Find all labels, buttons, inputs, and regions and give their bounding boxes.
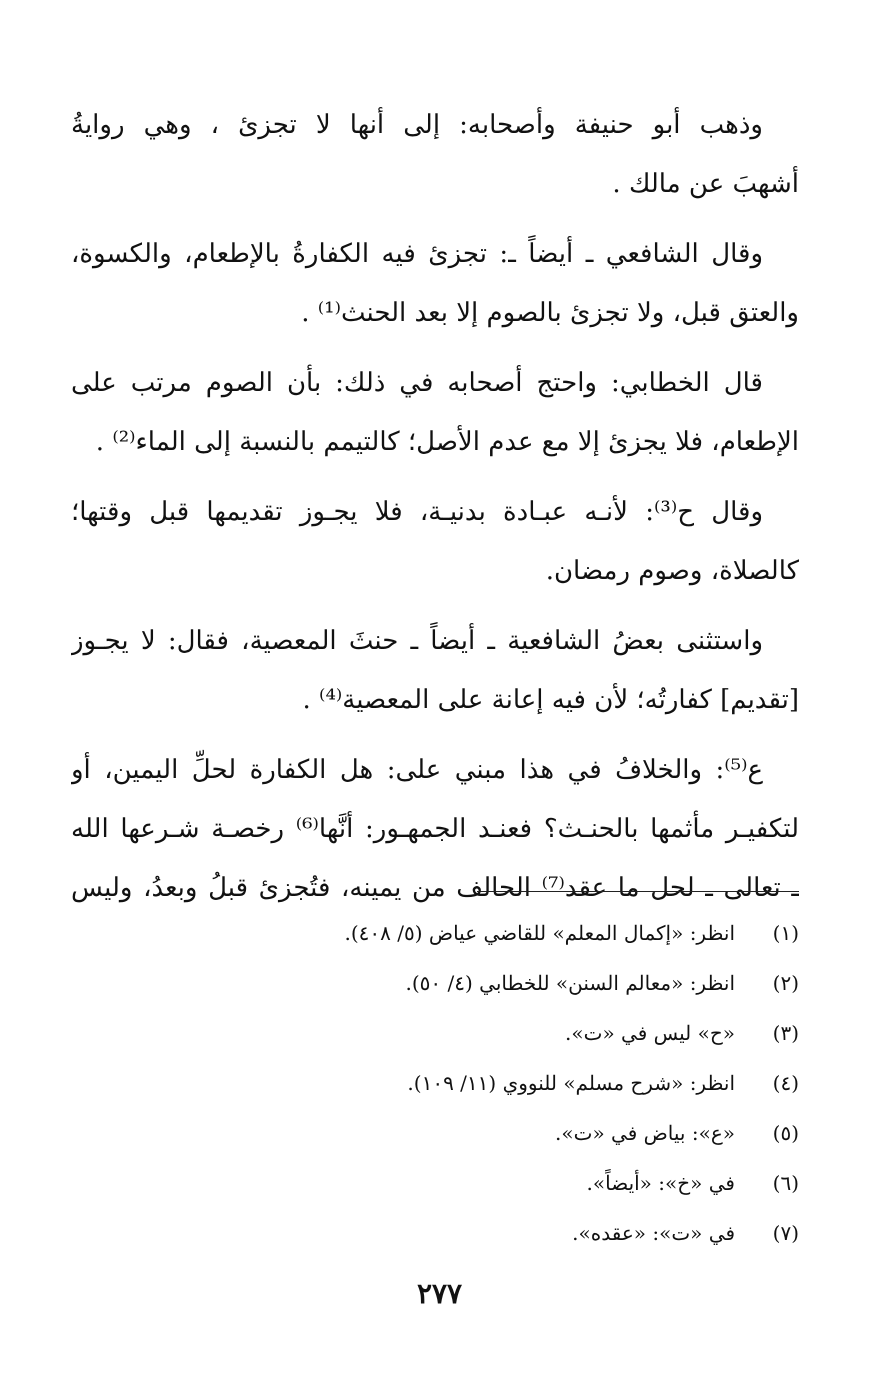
footnote — [71, 1008, 799, 1058]
footnote-number: (٥) — [772, 1121, 799, 1145]
text-line: كالصلاة، وصوم رمضان. — [545, 556, 799, 586]
paragraph — [71, 483, 799, 601]
text-line: والعتق قبل، ولا تجزئ بالصوم إلا بعد الحنث⁽¹⁾ . — [301, 298, 799, 328]
text-line: واستثنى بعضُ الشافعية ـ أيضاً ـ حنثَ المعصية، فقال: لا يجـوز — [71, 626, 763, 656]
text-line: لتكفيـر مأثمها بالحنـث؟ فعنـد الجمهـور: أنَّها⁽⁶⁾ رخصـة شـرعها الله — [71, 814, 799, 844]
footnotes — [71, 908, 799, 1258]
body-text — [71, 96, 799, 929]
paragraph — [71, 612, 799, 730]
text-line: أشهبَ عن مالك . — [612, 169, 799, 199]
paragraph — [71, 96, 799, 214]
page-number: ٢٧٧ — [416, 1277, 463, 1310]
text-line: وقال ح⁽³⁾: لأنـه عبـادة بدنيـة، فلا يجـوز تقديمها قبل وقتها؛ — [71, 497, 764, 527]
text-line: ع⁽⁵⁾: والخلافُ في هذا مبني على: هل الكفارة لحلِّ اليمين، أو — [71, 755, 763, 785]
footnote — [71, 1158, 799, 1208]
footnote — [71, 908, 799, 958]
paragraph — [71, 225, 799, 343]
footnote — [71, 1208, 799, 1258]
footnote — [71, 958, 799, 1008]
footnote-text: انظر: «شرح مسلم» للنووي (١١/ ١٠٩). — [407, 1071, 735, 1095]
footnote-text: في «ت»: «عقده». — [572, 1221, 735, 1245]
footnote-number: (٦) — [772, 1171, 799, 1195]
footnote — [71, 1108, 799, 1158]
footnote-number: (٧) — [772, 1221, 799, 1245]
paragraph — [71, 354, 799, 472]
footnote-number: (١) — [772, 921, 799, 945]
footnote-separator — [477, 891, 799, 892]
footnote-text: «ع»: بياض في «ت». — [555, 1121, 735, 1145]
footnote-text: انظر: «إكمال المعلم» للقاضي عياض (٥/ ٤٠٨). — [344, 921, 735, 945]
footnote-text: في «خ»: «أيضاً». — [586, 1171, 735, 1195]
text-line: الإطعام، فلا يجزئ إلا مع عدم الأصل؛ كالتيمم بالنسبة إلى الماء⁽²⁾ . — [95, 427, 799, 457]
text-line: وقال الشافعي ـ أيضاً ـ: تجزئ فيه الكفارةُ بالإطعام، والكسوة، — [71, 239, 763, 269]
text-line: [تقديم] كفارتُه؛ لأن فيه إعانة على المعصية⁽⁴⁾ . — [302, 685, 799, 715]
footnote-number: (٣) — [772, 1021, 799, 1045]
text-line: وذهب أبو حنيفة وأصحابه: إلى أنها لا تجزئ ، وهي روايةُ — [71, 110, 763, 140]
footnote-text: انظر: «معالم السنن» للخطابي (٤/ ٥٠). — [405, 971, 735, 995]
footnote-number: (٢) — [772, 971, 799, 995]
footnote — [71, 1058, 799, 1108]
footnote-text: «ح» ليس في «ت». — [565, 1021, 735, 1045]
footnote-number: (٤) — [772, 1071, 799, 1095]
text-line: قال الخطابي: واحتج أصحابه في ذلك: بأن الصوم مرتب على — [71, 368, 763, 398]
text-line: ـ تعالى ـ لحل ما عقد⁽⁷⁾ الحالف من يمينه، فتُجزئ قبلُ وبعدُ، وليس — [71, 873, 799, 903]
